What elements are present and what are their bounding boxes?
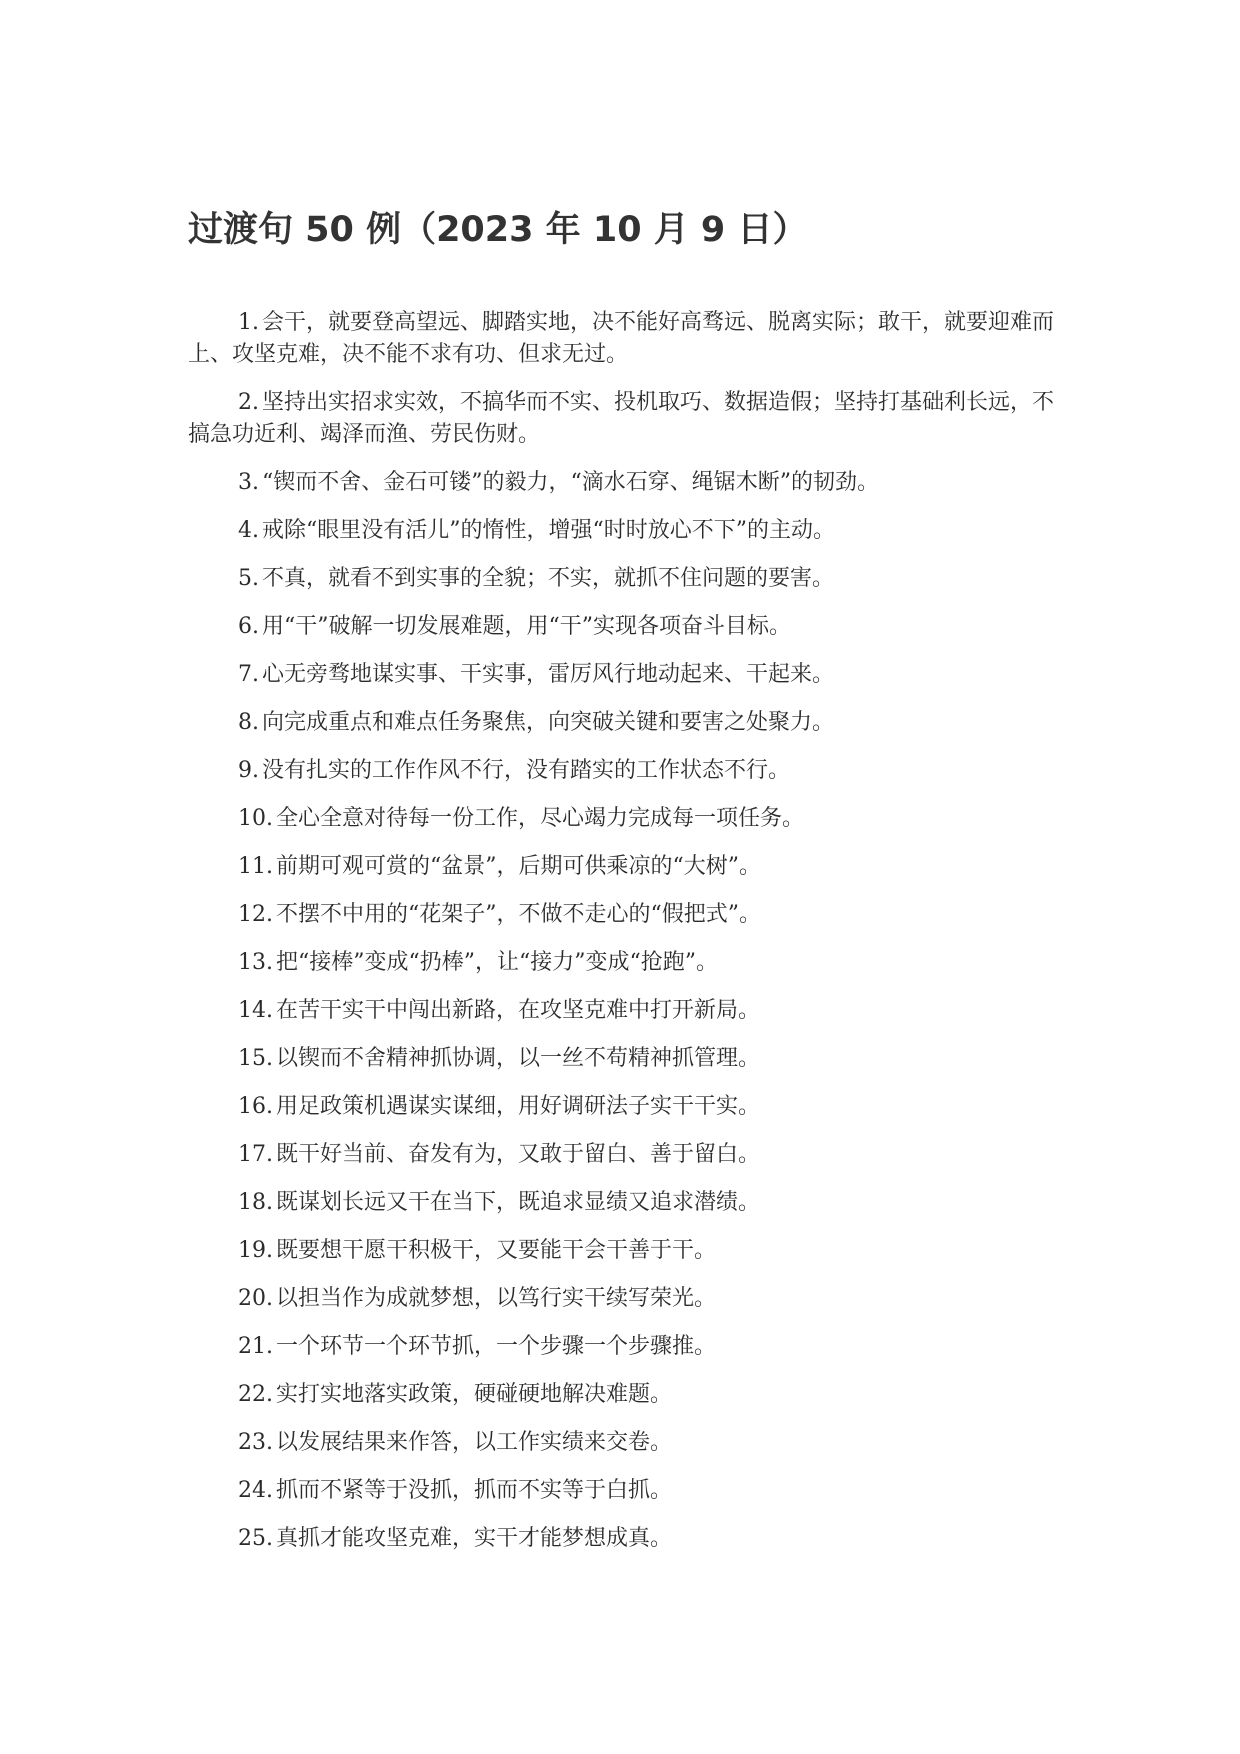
paragraph-number: 17.: [238, 1142, 273, 1167]
paragraph-text: 既谋划长远又干在当下，既追求显绩又追求潜绩。: [276, 1190, 761, 1215]
paragraph-number: 19.: [238, 1238, 273, 1263]
paragraph-number: 12.: [238, 902, 273, 927]
paragraph-8: [188, 707, 1054, 739]
paragraph-text: 前期可观可赏的“盆景”，后期可供乘凉的“大树”。: [276, 854, 761, 879]
paragraph-18: [188, 1187, 1054, 1219]
paragraph-4: [188, 515, 1054, 547]
paragraph-number: 10.: [238, 806, 273, 831]
paragraph-number: 15.: [238, 1046, 273, 1071]
paragraph-number: 23.: [238, 1430, 273, 1455]
paragraph-9: [188, 755, 1054, 787]
paragraph-number: 18.: [238, 1190, 273, 1215]
paragraph-15: [188, 1043, 1054, 1075]
paragraph-14: [188, 995, 1054, 1027]
document-body: [188, 307, 1054, 1571]
paragraph-number: 5.: [238, 566, 259, 591]
paragraph-text: 既干好当前、奋发有为，又敢于留白、善于留白。: [276, 1142, 761, 1167]
paragraph-3: [188, 467, 1054, 499]
paragraph-text: 既要想干愿干积极干，又要能干会干善于干。: [276, 1238, 717, 1263]
paragraph-5: [188, 563, 1054, 595]
paragraph-number: 7.: [238, 662, 259, 687]
paragraph-6: [188, 611, 1054, 643]
paragraph-text: 会干，就要登高望远、脚踏实地，决不能好高骛远、脱离实际；敢干，就要迎难而上、攻坚克难，决不能不求有功、但求无过。: [188, 310, 1055, 367]
paragraph-text: 心无旁骛地谋实事、干实事，雷厉风行地动起来、干起来。: [262, 662, 835, 687]
paragraph-text: 全心全意对待每一份工作，尽心竭力完成每一项任务。: [276, 806, 805, 831]
paragraph-text: 用“干”破解一切发展难题，用“干”实现各项奋斗目标。: [262, 614, 791, 639]
paragraph-number: 9.: [238, 758, 259, 783]
paragraph-16: [188, 1091, 1054, 1123]
paragraph-text: 把“接棒”变成“扔棒”，让“接力”变成“抢跑”。: [276, 950, 718, 975]
paragraph-number: 4.: [238, 518, 259, 543]
paragraph-7: [188, 659, 1054, 691]
paragraph-number: 25.: [238, 1526, 273, 1551]
paragraph-text: 坚持出实招求实效，不搞华而不实、投机取巧、数据造假；坚持打基础利长远，不搞急功近利、竭泽而渔、劳民伤财。: [188, 390, 1055, 447]
paragraph-number: 8.: [238, 710, 259, 735]
paragraph-number: 24.: [238, 1478, 273, 1503]
paragraph-22: [188, 1379, 1054, 1411]
paragraph-text: 以锲而不舍精神抓协调，以一丝不苟精神抓管理。: [276, 1046, 761, 1071]
paragraph-text: 不摆不中用的“花架子”，不做不走心的“假把式”。: [276, 902, 761, 927]
paragraph-number: 1.: [238, 310, 259, 335]
paragraph-1: [188, 307, 1054, 371]
paragraph-text: 真抓才能攻坚克难，实干才能梦想成真。: [276, 1526, 673, 1551]
paragraph-13: [188, 947, 1054, 979]
paragraph-20: [188, 1283, 1054, 1315]
paragraph-text: 不真，就看不到实事的全貌；不实，就抓不住问题的要害。: [262, 566, 835, 591]
paragraph-17: [188, 1139, 1054, 1171]
paragraph-text: 在苦干实干中闯出新路，在攻坚克难中打开新局。: [276, 998, 761, 1023]
paragraph-number: 2.: [238, 390, 259, 415]
paragraph-text: 以担当作为成就梦想，以笃行实干续写荣光。: [276, 1286, 717, 1311]
paragraph-text: 没有扎实的工作作风不行，没有踏实的工作状态不行。: [262, 758, 791, 783]
paragraph-number: 14.: [238, 998, 273, 1023]
paragraph-number: 13.: [238, 950, 273, 975]
paragraph-23: [188, 1427, 1054, 1459]
paragraph-text: 向完成重点和难点任务聚焦，向突破关键和要害之处聚力。: [262, 710, 835, 735]
paragraph-text: 戒除“眼里没有活儿”的惰性，增强“时时放心不下”的主动。: [262, 518, 835, 543]
paragraph-text: 以发展结果来作答，以工作实绩来交卷。: [276, 1430, 673, 1455]
paragraph-number: 6.: [238, 614, 259, 639]
paragraph-number: 16.: [238, 1094, 273, 1119]
paragraph-24: [188, 1475, 1054, 1507]
paragraph-number: 3.: [238, 470, 259, 495]
paragraph-11: [188, 851, 1054, 883]
paragraph-12: [188, 899, 1054, 931]
paragraph-text: 一个环节一个环节抓，一个步骤一个步骤推。: [276, 1334, 717, 1359]
document-title: 过渡句 50 例（2023 年 10 月 9 日）: [188, 210, 808, 250]
paragraph-2: [188, 387, 1054, 451]
paragraph-text: 抓而不紧等于没抓，抓而不实等于白抓。: [276, 1478, 673, 1503]
paragraph-10: [188, 803, 1054, 835]
paragraph-21: [188, 1331, 1054, 1363]
paragraph-text: “锲而不舍、金石可镂”的毅力，“滴水石穿、绳锯木断”的韧劲。: [262, 470, 879, 495]
paragraph-number: 11.: [238, 854, 273, 879]
paragraph-number: 21.: [238, 1334, 273, 1359]
paragraph-number: 20.: [238, 1286, 273, 1311]
paragraph-19: [188, 1235, 1054, 1267]
paragraph-number: 22.: [238, 1382, 273, 1407]
paragraph-text: 实打实地落实政策，硬碰硬地解决难题。: [276, 1382, 673, 1407]
paragraph-text: 用足政策机遇谋实谋细，用好调研法子实干干实。: [276, 1094, 761, 1119]
paragraph-25: [188, 1523, 1054, 1555]
